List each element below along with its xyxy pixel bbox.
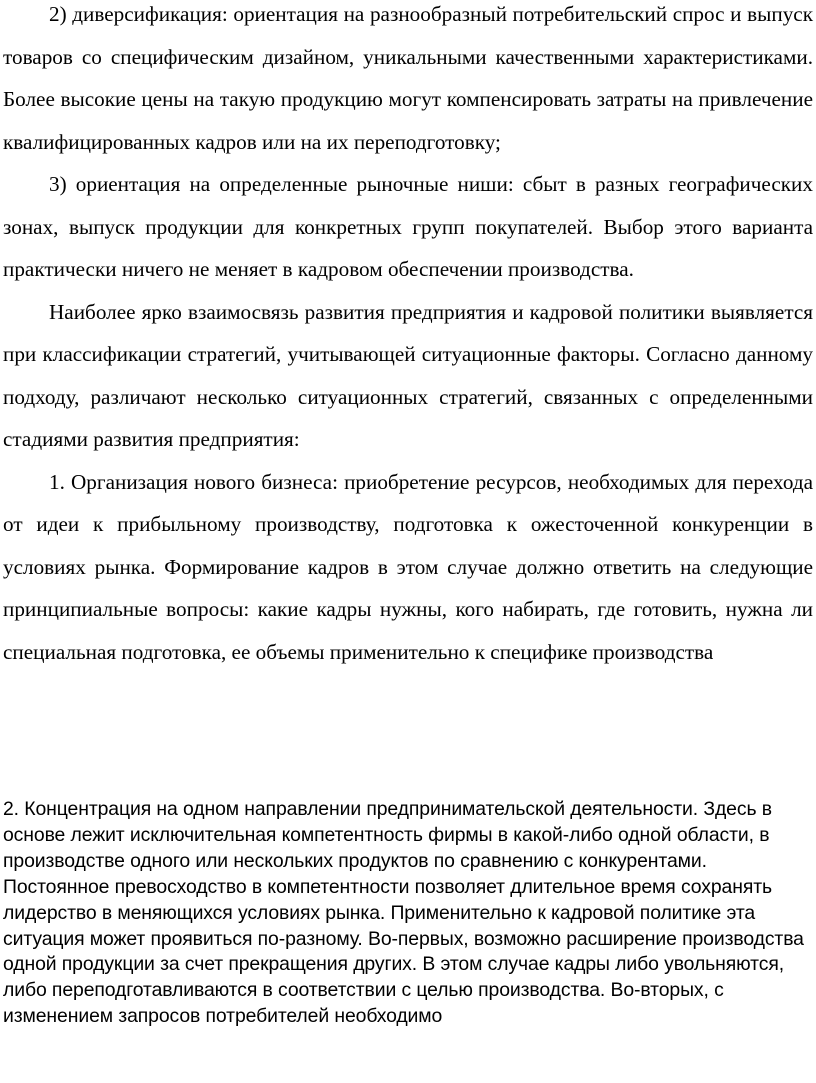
pasted-text-block	[3, 797, 813, 1030]
paragraph-new-business: 1. Организация нового бизнеса: приобретение ресурсов, необходимых для перехода от идеи к прибыльному производству, подготовка к ожесточенной конкуренции в условиях рынка. Формирование кадров в этом случае должно ответить на следующие принципиальные вопросы: какие кадры нужны, кого набирать, где готовить, нужна ли специальная подготовка, ее объемы применительно к специфике производства	[3, 469, 813, 664]
paragraph-situational-strategies: Наиболее ярко взаимосвязь развития предприятия и кадровой политики выявляется при классификации стратегий, учитывающей ситуационные факторы. Согласно данному подходу, различают несколько ситуационных стратегий, связанных с определенными стадиями развития предприятия:	[3, 299, 813, 451]
paragraph-market-niches: 3) ориентация на определенные рыночные ниши: сбыт в разных географических зонах, выпуск продукции для конкретных групп покупателей. Выбор этого варианта практически ничего не меняет в кадровом обеспечении производства.	[3, 172, 813, 281]
main-text-block	[3, 0, 813, 673]
paragraph-diversification: 2) диверсификация: ориентация на разнообразный потребительский спрос и выпуск товаров со специфическим дизайном, уникальными качественными характеристиками. Более высокие цены на такую продукцию могут компенсировать затраты на привлечение квалифицированных кадров или на их переподготовку;	[3, 2, 813, 154]
paragraph-concentration: 2. Концентрация на одном направлении предпринимательской деятельности. Здесь в основе лежит исключительная компетентность фирмы в какой-либо одной области, в производстве одного или нескольких продуктов по сравнению с конкурентами. Постоянное превосходство в компетентности позволяет длительное время сохранять лидерство в меняющихся условиях рынка. Применительно к кадровой политике эта ситуация может проявиться по-разному. Во-первых, возможно расширение производства одной продукции за счет прекращения других. В этом случае кадры либо увольняются, либо переподготавливаются в соответствии с целью производства. Во-вторых, с изменением запросов потребителей необходимо	[3, 798, 804, 1028]
